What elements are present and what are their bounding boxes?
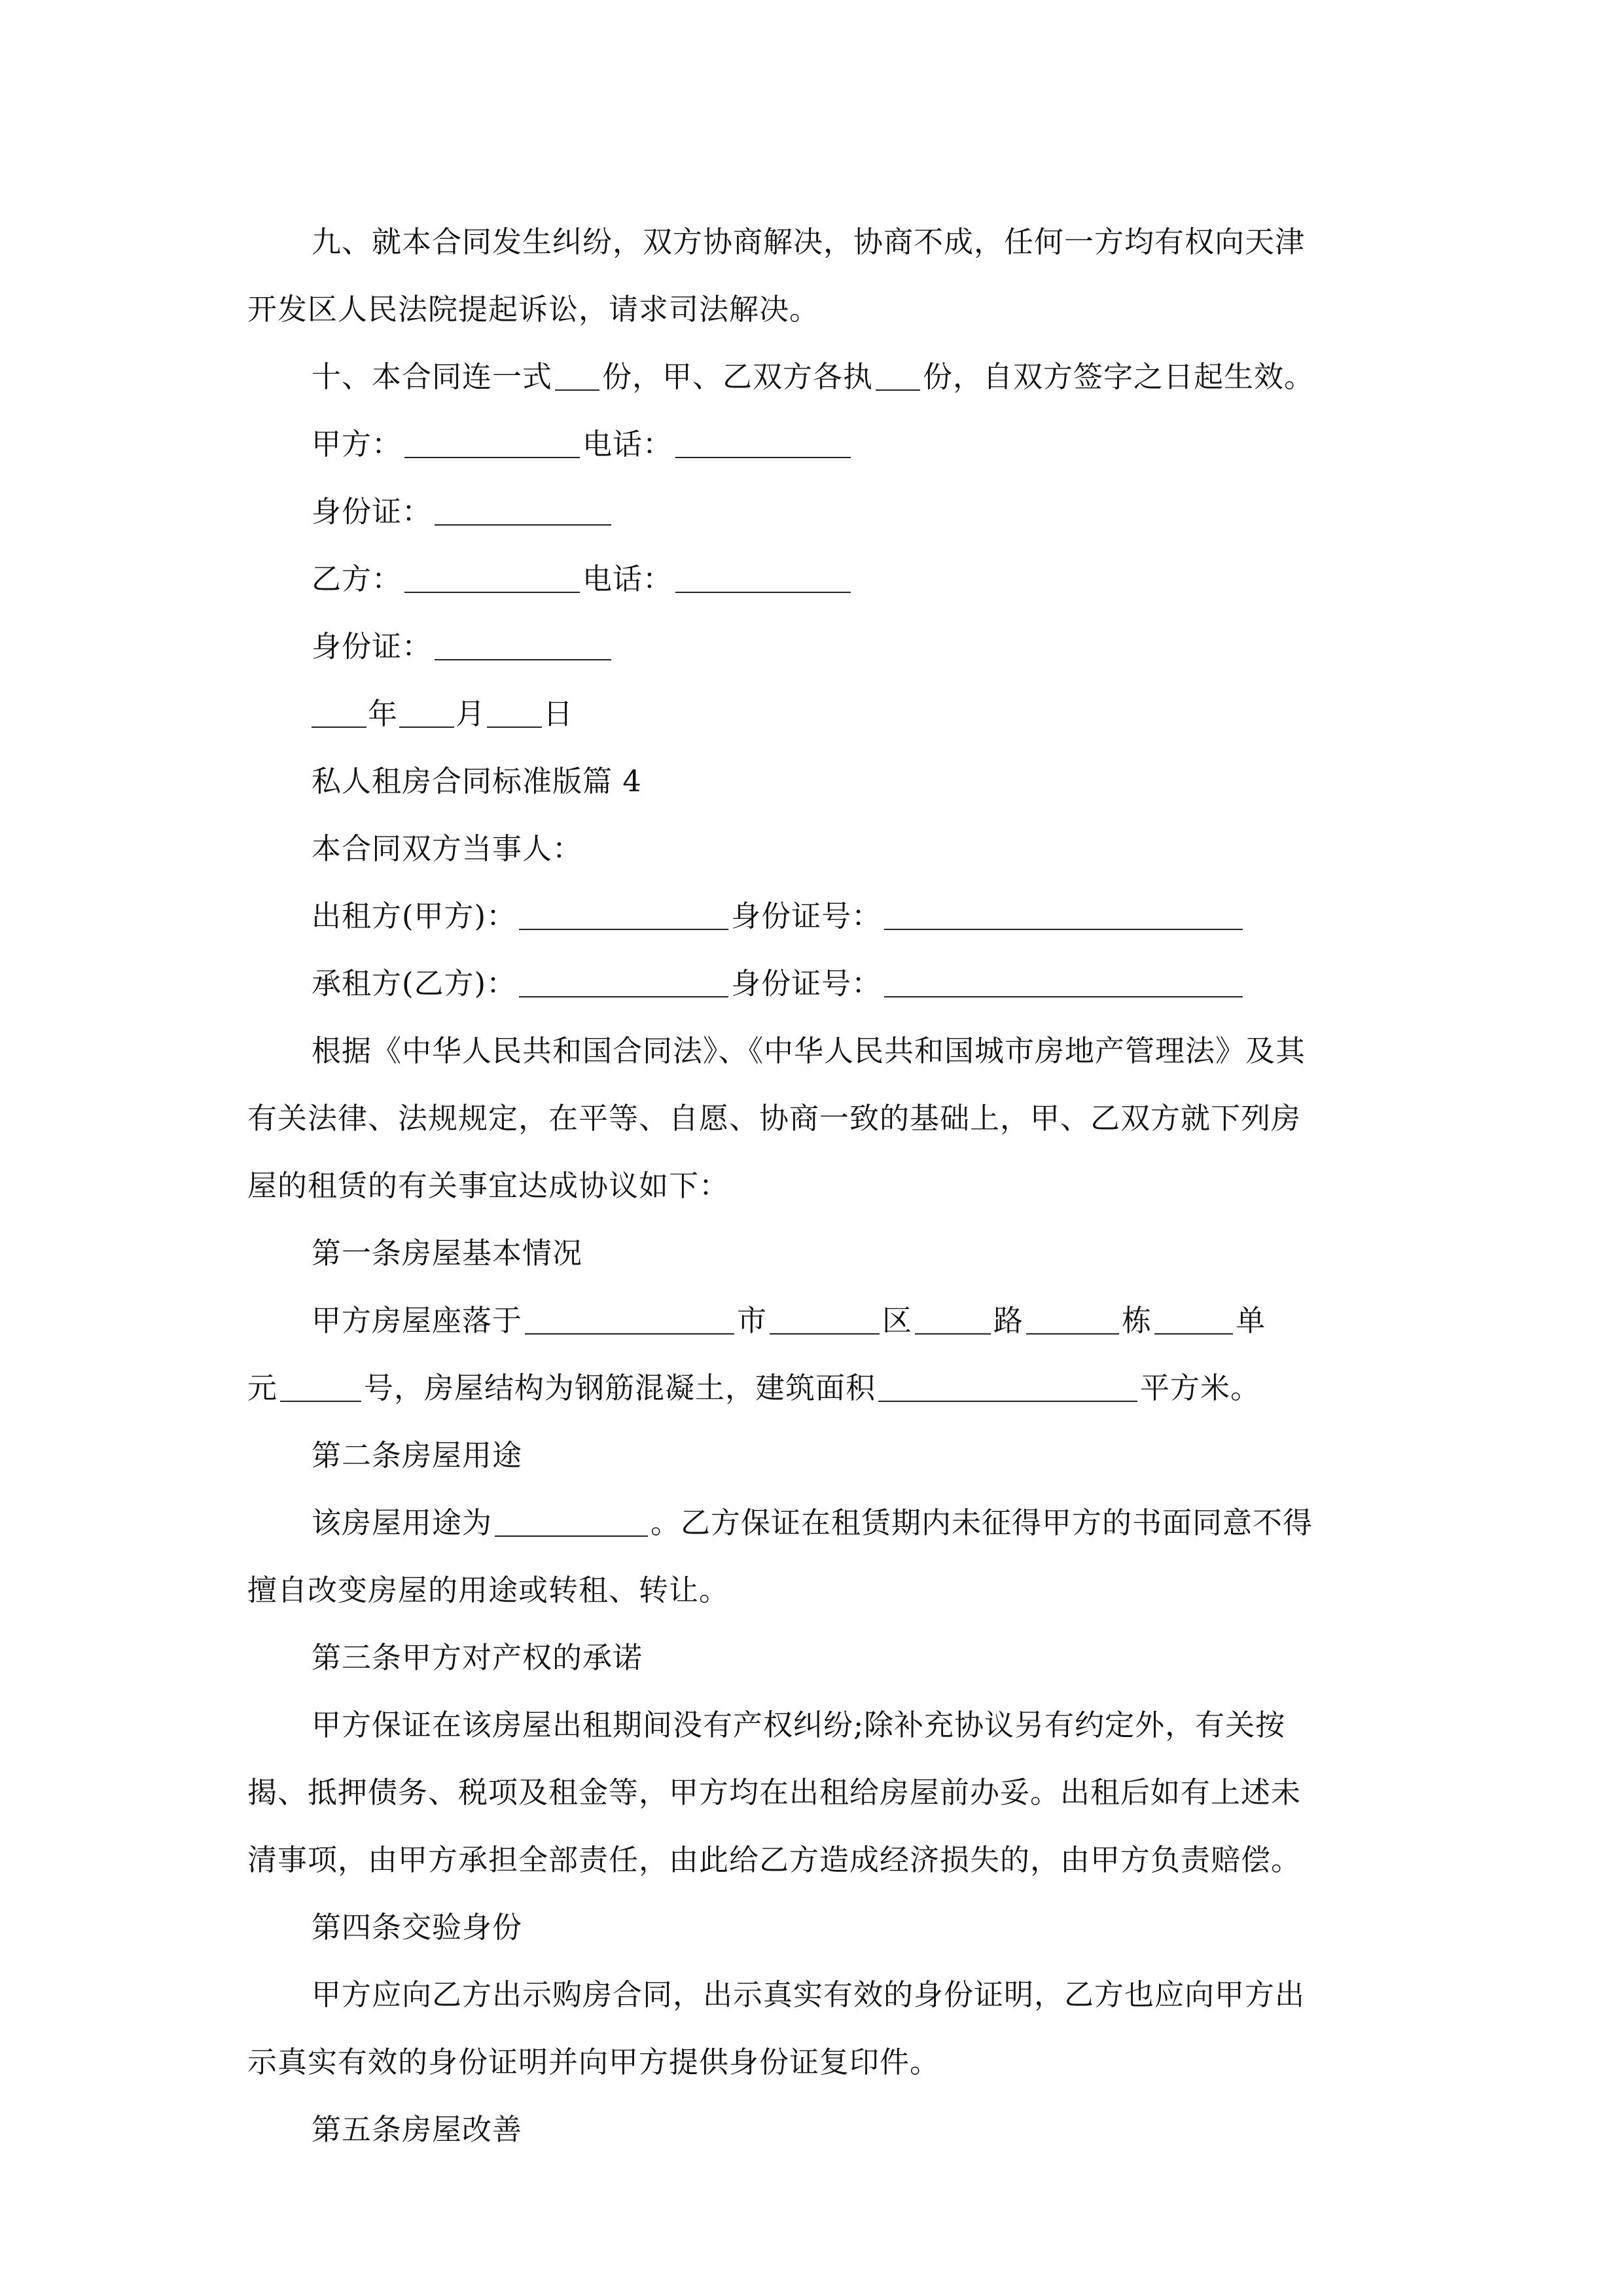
building-blank[interactable] bbox=[1154, 1307, 1233, 1335]
art2-text-b: 。乙方保证在租赁期内未征得甲方的书面同意不得 bbox=[651, 1505, 1313, 1540]
article-5-title: 第五条房屋改善 bbox=[312, 2112, 523, 2147]
unit-blank[interactable] bbox=[280, 1374, 361, 1402]
day-label: 日 bbox=[543, 696, 574, 731]
day-blank[interactable] bbox=[487, 700, 542, 728]
basis-line-2: 有关法律、法规规定，在平等、自愿、协商一致的基础上，甲、乙双方就下列房 bbox=[247, 1101, 1302, 1136]
art2-text-a: 该房屋用途为 bbox=[312, 1505, 493, 1540]
party-b-id-blank[interactable] bbox=[435, 633, 611, 660]
article-2-title: 第二条房屋用途 bbox=[312, 1438, 523, 1473]
copies-total-blank[interactable] bbox=[555, 363, 599, 391]
article-3-line-3: 清事项，由甲方承担全部责任，由此给乙方造成经济损失的，由甲方负责赔偿。 bbox=[247, 1842, 1302, 1877]
clause-9-line-1: 九、就本合同发生纠纷，双方协商解决，协商不成，任何一方均有权向天津 bbox=[312, 224, 1306, 259]
lessor-label: 出租方(甲方)： bbox=[312, 899, 517, 933]
clause-10-text-b: 份，甲、乙双方各执 bbox=[602, 359, 874, 394]
lessee-id-blank[interactable] bbox=[884, 970, 1243, 997]
art1-unit-2: 元 bbox=[247, 1371, 278, 1405]
article-1-line-2 bbox=[247, 1354, 1394, 1422]
parties-intro: 本合同双方当事人： bbox=[312, 831, 583, 866]
article-4-title: 第四条交验身份 bbox=[312, 1910, 523, 1945]
party-b-phone-label: 电话： bbox=[582, 562, 673, 596]
article-2-line-2: 擅自改变房屋的用途或转租、转让。 bbox=[247, 1573, 730, 1607]
party-a-signature-line bbox=[247, 410, 1394, 478]
party-a-id-blank[interactable] bbox=[435, 498, 611, 526]
art1-city: 市 bbox=[737, 1303, 768, 1338]
art1-sqm: 平方米。 bbox=[1140, 1371, 1261, 1405]
article-3-title: 第三条甲方对产权的承诺 bbox=[312, 1640, 643, 1675]
district-blank[interactable] bbox=[915, 1307, 991, 1335]
month-label: 月 bbox=[455, 696, 486, 731]
signing-date-line bbox=[247, 680, 1394, 747]
article-1-line-1 bbox=[247, 1287, 1394, 1354]
lessee-line bbox=[247, 950, 1394, 1017]
document-body bbox=[247, 208, 1394, 2163]
lessor-name-blank[interactable] bbox=[519, 903, 728, 930]
art1-unit-1: 单 bbox=[1236, 1303, 1266, 1338]
clause-9-line-2: 开发区人民法院提起诉讼，请求司法解决。 bbox=[247, 292, 820, 327]
use-blank[interactable] bbox=[495, 1509, 648, 1537]
party-a-label: 甲方： bbox=[312, 427, 402, 461]
lessee-name-blank[interactable] bbox=[519, 970, 728, 997]
month-blank[interactable] bbox=[399, 700, 454, 728]
article-3-line-1: 甲方保证在该房屋出租期间没有产权纠纷;除补充协议另有约定外，有关按 bbox=[312, 1708, 1286, 1742]
year-label: 年 bbox=[368, 696, 399, 731]
lessor-id-blank[interactable] bbox=[884, 903, 1243, 930]
party-b-id-label: 身份证： bbox=[312, 629, 433, 664]
party-b-id-line bbox=[247, 613, 1394, 680]
party-b-label: 乙方： bbox=[312, 562, 402, 596]
party-b-phone-blank[interactable] bbox=[675, 565, 851, 593]
art1-text-a: 甲方房屋座落于 bbox=[312, 1303, 523, 1338]
party-a-id-label: 身份证： bbox=[312, 494, 433, 529]
article-2-line-1 bbox=[247, 1489, 1394, 1556]
lessor-id-label: 身份证号： bbox=[731, 899, 882, 933]
art1-building: 栋 bbox=[1122, 1303, 1152, 1338]
party-b-name-blank[interactable] bbox=[404, 565, 580, 593]
art1-text-b: 号，房屋结构为钢筋混凝土，建筑面积 bbox=[364, 1371, 876, 1405]
party-a-id-line bbox=[247, 478, 1394, 545]
clause-10-text-a: 十、本合同连一式 bbox=[312, 359, 553, 394]
lessor-line bbox=[247, 882, 1394, 950]
party-a-name-blank[interactable] bbox=[404, 431, 580, 458]
lessee-id-label: 身份证号： bbox=[731, 966, 882, 1001]
road-blank[interactable] bbox=[1026, 1307, 1119, 1335]
article-1-title: 第一条房屋基本情况 bbox=[312, 1236, 583, 1270]
lessee-label: 承租方(乙方)： bbox=[312, 966, 517, 1001]
party-a-phone-label: 电话： bbox=[582, 427, 673, 461]
basis-line-1: 根据《中华人民共和国合同法》、《中华人民共和国城市房地产管理法》及其 bbox=[312, 1033, 1306, 1068]
address-blank[interactable] bbox=[525, 1307, 734, 1335]
year-blank[interactable] bbox=[312, 700, 366, 728]
basis-line-3: 屋的租赁的有关事宜达成协议如下： bbox=[247, 1168, 730, 1203]
section-title: 私人租房合同标准版篇 4 bbox=[312, 764, 642, 798]
art1-district: 区 bbox=[882, 1303, 913, 1338]
article-4-line-1: 甲方应向乙方出示购房合同，出示真实有效的身份证明，乙方也应向甲方出 bbox=[312, 1977, 1306, 2012]
article-4-line-2: 示真实有效的身份证明并向甲方提供身份证复印件。 bbox=[247, 2045, 940, 2079]
article-3-line-2: 揭、抵押债务、税项及租金等，甲方均在出租给房屋前办妥。出租后如有上述未 bbox=[247, 1775, 1302, 1810]
city-blank[interactable] bbox=[770, 1307, 880, 1335]
clause-10-text-c: 份，自双方签字之日起生效。 bbox=[923, 359, 1315, 394]
party-a-phone-blank[interactable] bbox=[675, 431, 851, 458]
copies-each-blank[interactable] bbox=[876, 363, 920, 391]
clause-10 bbox=[247, 343, 1394, 410]
party-b-signature-line bbox=[247, 545, 1394, 613]
area-blank[interactable] bbox=[878, 1374, 1137, 1402]
art1-road: 路 bbox=[993, 1303, 1024, 1338]
